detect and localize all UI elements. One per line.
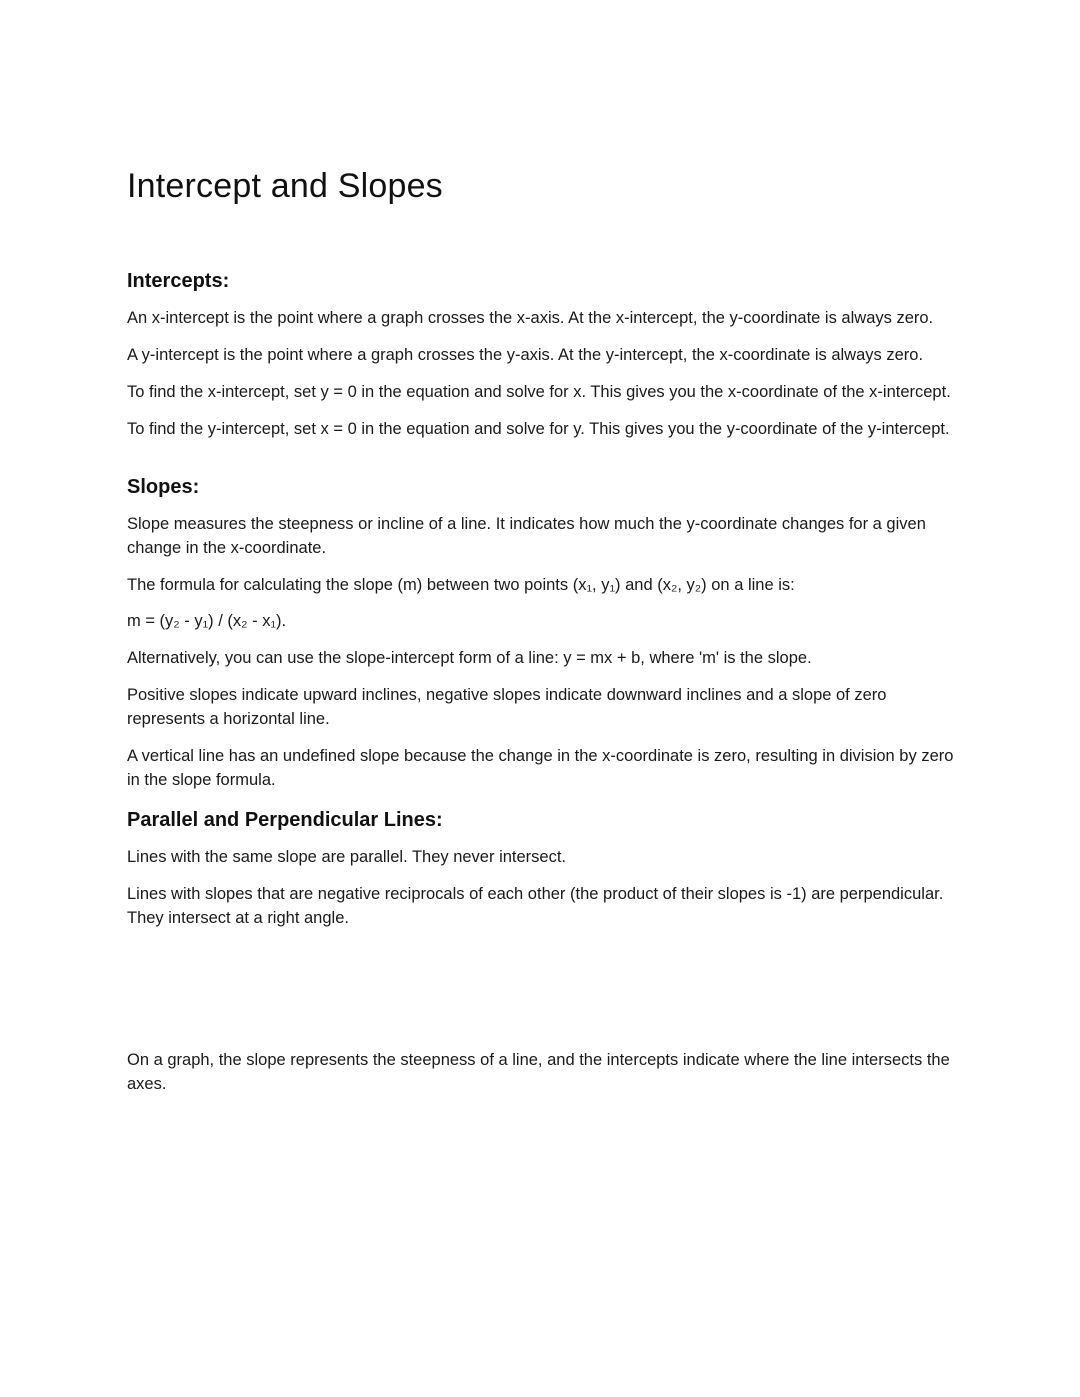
paragraph: Lines with slopes that are negative reciprocals of each other (the product of their slopes is -1) are perpendicular. They intersect at a right angle. xyxy=(127,884,944,927)
section-heading-intercepts: Intercepts: xyxy=(127,270,230,292)
paragraph: To find the y-intercept, set x = 0 in the equation and solve for y. This gives you the y-coordinate of the y-intercept. xyxy=(127,419,950,438)
paragraph: An x-intercept is the point where a graph crosses the x-axis. At the x-intercept, the y-coordinate is always zero. xyxy=(127,309,934,327)
paragraph: A vertical line has an undefined slope because the change in the x-coordinate is zero, resulting in division by zero in the slope formula. xyxy=(127,747,954,790)
section-heading-slopes: Slopes: xyxy=(127,475,200,498)
paragraph: To find the x-intercept, set y = 0 in the equation and solve for x. This gives you the x-coordinate of the x-intercept. xyxy=(127,382,951,401)
paragraph: The formula for calculating the slope (m) between two points (x₁, y₁) and (x₂, y₂) on a line is: xyxy=(127,575,795,594)
paragraph: Slope measures the steepness or incline of a line. It indicates how much the y-coordinate changes for a given change in the x-coordinate. xyxy=(127,514,926,557)
closing-paragraph: On a graph, the slope represents the steepness of a line, and the intercepts indicate where the line intersects the axes. xyxy=(127,1050,950,1093)
section-heading-parallel-perpendicular: Parallel and Perpendicular Lines: xyxy=(127,808,443,831)
paragraph: Alternatively, you can use the slope-intercept form of a line: y = mx + b, where 'm' is the slope. xyxy=(127,649,812,668)
document-title: Intercept and Slopes xyxy=(127,167,443,205)
slope-formula: m = (y₂ - y₁) / (x₂ - x₁). xyxy=(127,612,287,631)
paragraph: Lines with the same slope are parallel. They never intersect. xyxy=(127,847,567,866)
paragraph: Positive slopes indicate upward inclines, negative slopes indicate downward inclines and a slope of zero represents a horizontal line. xyxy=(127,686,887,729)
paragraph: A y-intercept is the point where a graph crosses the y-axis. At the y-intercept, the x-coordinate is always zero. xyxy=(127,345,924,364)
